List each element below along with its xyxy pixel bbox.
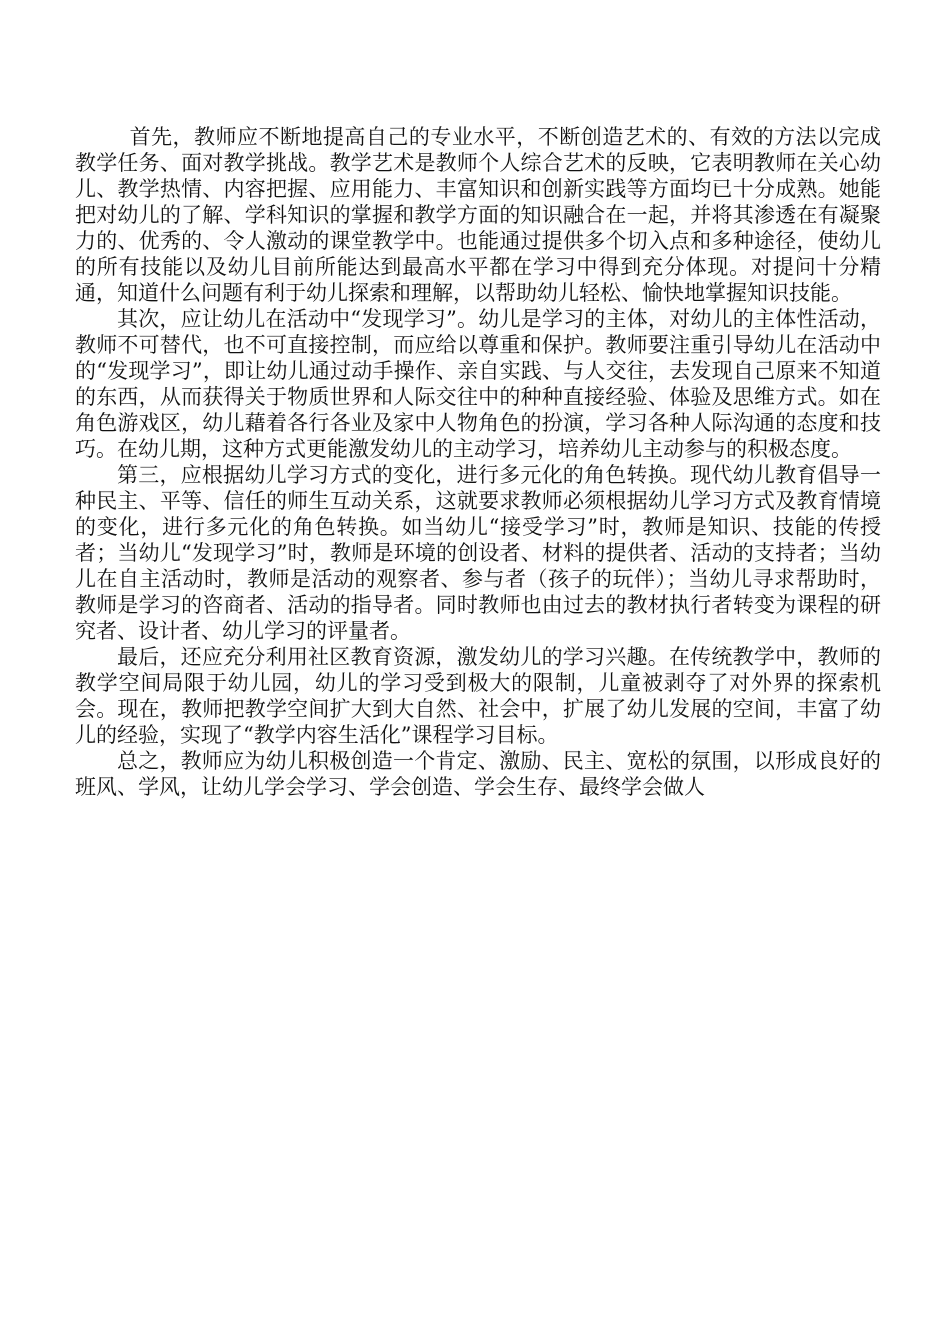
paragraph-fourth: 最后，还应充分利用社区教育资源，激发幼儿的学习兴趣。在传统教学中，教师的教学空间局限于幼儿园，幼儿的学习受到极大的限制，儿童被剥夺了对外界的探索机会。现在，教师把教学空间扩大到大自然、社会中，扩展了幼儿发展的空间，丰富了幼儿的经验，实现了“教学内容生活化”课程学习目标。 xyxy=(75,645,881,747)
paragraph-third: 第三，应根据幼儿学习方式的变化，进行多元化的角色转换。现代幼儿教育倡导一种民主、平等、信任的师生互动关系，这就要求教师必须根据幼儿学习方式及教育情境的变化，进行多元化的角色转换。如当幼儿“接受学习”时，教师是知识、技能的传授者；当幼儿“发现学习”时，教师是环境的创设者、材料的提供者、活动的支持者；当幼儿在自主活动时，教师是活动的观察者、参与者（孩子的玩伴）；当幼儿寻求帮助时，教师是学习的咨商者、活动的指导者。同时教师也由过去的教材执行者转变为课程的研究者、设计者、幼儿学习的评量者。 xyxy=(75,463,881,643)
paragraph-conclusion: 总之，教师应为幼儿积极创造一个肯定、激励、民主、宽松的氛围，以形成良好的班风、学风，让幼儿学会学习、学会创造、学会生存、最终学会做人 xyxy=(75,749,881,799)
document-body xyxy=(75,124,881,800)
paragraph-second: 其次，应让幼儿在活动中“发现学习”。幼儿是学习的主体，对幼儿的主体性活动，教师不可替代，也不可直接控制，而应给以尊重和保护。教师要注重引导幼儿在活动中的“发现学习”，即让幼儿通过动手操作、亲自实践、与人交往，去发现自己原来不知道的东西，从而获得关于物质世界和人际交往中的种种直接经验、体验及思维方式。如在角色游戏区，幼儿藉着各行各业及家中人物角色的扮演，学习各种人际沟通的态度和技巧。在幼儿期，这种方式更能激发幼儿的主动学习，培养幼儿主动参与的积极态度。 xyxy=(75,307,881,461)
paragraph-first: 首先，教师应不断地提高自己的专业水平，不断创造艺术的、有效的方法以完成教学任务、面对教学挑战。教学艺术是教师个人综合艺术的反映，它表明教师在关心幼儿、教学热情、内容把握、应用能力、丰富知识和创新实践等方面均已十分成熟。她能把对幼儿的了解、学科知识的掌握和教学方面的知识融合在一起，并将其渗透在有凝聚力的、优秀的、令人激动的课堂教学中。也能通过提供多个切入点和多种途径，使幼儿的所有技能以及幼儿目前所能达到最高水平都在学习中得到充分体现。对提问十分精通，知道什么问题有利于幼儿探索和理解，以帮助幼儿轻松、愉快地掌握知识技能。 xyxy=(75,125,881,305)
